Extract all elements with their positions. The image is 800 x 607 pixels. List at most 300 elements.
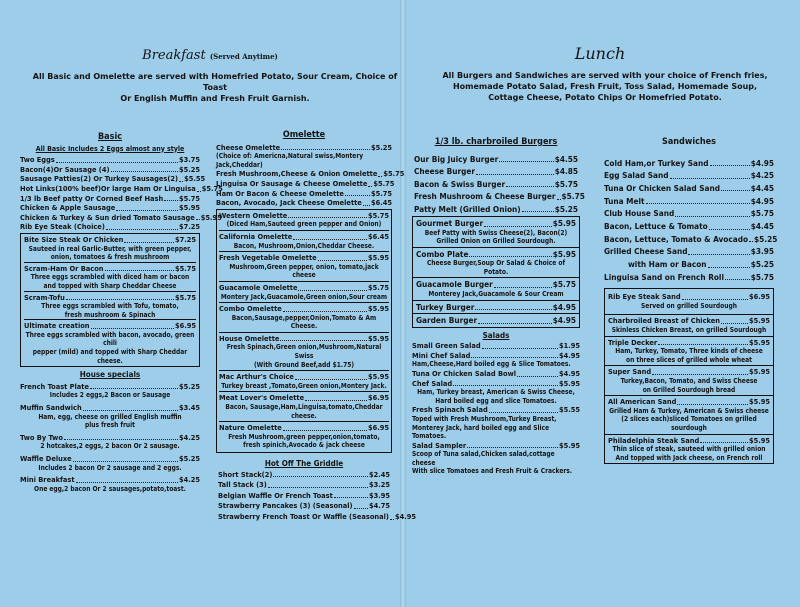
menu-item-name: Linguisa Or Sausage & Cheese Omelette	[216, 178, 368, 188]
menu-item-name: Mini Chef Salad	[412, 350, 471, 360]
dot-leader	[688, 254, 749, 255]
dot-leader	[708, 267, 750, 268]
sandwich-boxed-item	[604, 396, 774, 434]
menu-item-name: Tuna Melt	[604, 195, 645, 206]
menu-item-price: $5.95	[200, 212, 222, 222]
dot-leader	[91, 328, 174, 329]
dot-leader	[196, 219, 200, 220]
menu-item-price: $3.25	[368, 480, 390, 490]
dot-leader	[363, 205, 370, 206]
menu-item-description: plus fresh fruit	[84, 421, 136, 430]
menu-item-name: Rib Eye Steak (Choice)	[20, 222, 105, 232]
basic-item	[20, 194, 200, 204]
menu-item-name: Charbroiled Breast of Chicken	[608, 316, 720, 326]
omelette-boxed-item	[219, 281, 389, 302]
sandwich-item-with-ham	[604, 259, 774, 270]
menu-item-name: California Omelette	[219, 231, 293, 241]
basic-item	[20, 203, 200, 213]
menu-item-price: $7.25	[178, 222, 200, 232]
menu-item-description: Fresh Mushroom,green pepper,onion,tomato,	[228, 432, 380, 441]
dot-leader	[106, 229, 178, 230]
house-item-row	[20, 403, 200, 413]
menu-item-price: $1.95	[558, 341, 580, 351]
menu-item-name: Mac Arthur's Choice	[219, 372, 294, 382]
menu-item-description: (2 slices each)sliced Tomatoes on grilled sourdough	[621, 415, 757, 432]
menu-item-description: Monterey Jack,Guacamole & Sour Cream	[428, 289, 564, 298]
house-item-row	[20, 433, 200, 443]
menu-item-price: $5.25	[750, 259, 774, 270]
sandwich-boxed-row	[608, 397, 770, 407]
basic-item	[20, 183, 223, 194]
menu-item-name: Cold Ham,or Turkey Sand	[604, 157, 709, 168]
menu-item-price: $5.95	[178, 203, 200, 213]
house-item	[20, 454, 200, 472]
lunch-intro-line: Cottage Cheese, Potato Chips Or Homefried Potato.	[488, 93, 722, 102]
menu-item-name: Turkey Burger	[416, 301, 475, 312]
menu-item-price: $5.75	[370, 188, 392, 198]
menu-item-name: Egg Salad Sand	[604, 170, 669, 181]
griddle-item	[218, 470, 390, 480]
house-items	[20, 382, 200, 494]
menu-item-price: $4.95	[394, 511, 416, 521]
menu-item-price: $5.75	[561, 191, 585, 202]
sandwich-item-linguisa	[604, 272, 774, 283]
basic-boxed-row	[24, 264, 196, 274]
omelette-heading: Omelette	[282, 130, 326, 140]
menu-item-name: Waffle Deluxe	[20, 454, 72, 463]
menu-item-price: $5.55	[184, 174, 206, 184]
omelette-boxed-row	[219, 423, 389, 433]
menu-item-price: $3.75	[178, 155, 200, 165]
dot-leader	[658, 344, 748, 345]
menu-item-description: (With Ground Beef,add $1.75)	[253, 360, 355, 369]
breakfast-intro-line: All Basic and Omelette are served with Homefried Potato, Sour Cream, Choice of Toast	[32, 72, 398, 92]
dot-leader	[709, 229, 750, 230]
menu-item-price: $5.75	[174, 292, 196, 302]
dot-leader	[116, 210, 178, 211]
omelette-boxed-item	[219, 332, 389, 370]
dot-leader	[334, 497, 368, 498]
burger-item	[414, 191, 585, 202]
dot-leader	[283, 311, 367, 312]
basic-boxed-row	[24, 293, 196, 303]
menu-item-name: Garden Burger	[416, 315, 478, 326]
menu-item-description: Scoop of Tuna salad,Chicken salad,cottage cheese	[412, 450, 555, 467]
omelette-boxed-row	[219, 283, 389, 293]
menu-item-name: Scram-Ham Or Bacon	[24, 263, 104, 273]
menu-item-price: $4.55	[554, 153, 578, 164]
menu-item-name: Combo Omelette	[219, 304, 282, 314]
omelette-boxed-item	[219, 251, 389, 281]
menu-item-name: Nature Omelette	[219, 423, 282, 433]
omelette-boxed-row	[219, 253, 389, 263]
menu-item-name: Our Big Juicy Burger	[414, 153, 499, 164]
sandwich-item	[604, 158, 774, 169]
menu-item-name: Two By Two	[20, 432, 63, 442]
house-item-row	[20, 454, 200, 464]
lunch-intro	[440, 70, 770, 103]
omelette-boxed-row	[219, 232, 389, 242]
burger-boxed-item	[412, 278, 580, 300]
burger-boxed-row	[416, 279, 576, 290]
griddle-item	[218, 501, 390, 511]
menu-item-price: $4.25	[178, 475, 200, 485]
menu-item-description: Includes 2 eggs,2 Bacon or Sausage	[49, 391, 171, 400]
menu-item-name: Two Eggs	[20, 155, 55, 165]
sandwich-boxed-row	[608, 436, 770, 446]
sandwich-item	[604, 233, 778, 245]
dot-leader	[298, 290, 367, 291]
breakfast-title	[140, 48, 280, 63]
menu-item-description: Three eggs scrambled with diced ham or bacon	[30, 273, 190, 282]
menu-item-name: Scram-Tofu	[24, 292, 65, 302]
menu-item-price: $6.95	[748, 292, 770, 302]
menu-item-name: All American Sand	[608, 397, 677, 407]
menu-item-price: $5.75	[373, 178, 395, 188]
dot-leader	[345, 195, 370, 196]
menu-item-price: $4.95	[750, 157, 774, 168]
lunch-title-text: Lunch	[574, 44, 626, 63]
menu-item-description: Served on grilled Sourdough	[641, 301, 737, 310]
dot-leader	[677, 404, 748, 405]
sandwich-boxed-row	[608, 316, 770, 326]
dot-leader	[522, 211, 554, 212]
dot-leader	[105, 270, 174, 271]
omelette-item	[216, 178, 395, 189]
burger-boxed-item	[412, 314, 580, 328]
menu-item-price: $5.75	[201, 183, 223, 193]
menu-item-price: $5.95	[748, 316, 770, 326]
menu-item-price: $4.75	[368, 501, 390, 511]
sandwich-boxed-row	[608, 338, 770, 348]
menu-item-name: Chicken & Apple Sausage	[20, 203, 116, 213]
dot-leader	[90, 388, 178, 389]
dot-leader	[499, 161, 553, 162]
menu-item-description: Grilled Onion on Grilled Sourdough.	[436, 237, 556, 246]
dot-leader	[66, 299, 174, 300]
omelette-item	[216, 143, 392, 153]
menu-item-description: Hard boiled egg and slice Tomatoes.	[435, 396, 557, 405]
menu-item-name: Muffin Sandwich	[20, 403, 82, 413]
menu-item-price: $4.95	[558, 368, 580, 378]
menu-item-name: Fresh Mushroom & Cheese Burger	[414, 191, 556, 202]
menu-item-price: $4.95	[558, 350, 580, 360]
dot-leader	[471, 357, 558, 358]
dot-leader	[710, 165, 750, 166]
menu-item-name: Strawberry French Toast Or Waffle (Seasonal)	[218, 511, 389, 521]
basic-boxed-item	[24, 235, 196, 262]
omelette-item	[216, 198, 392, 208]
griddle-item	[218, 491, 390, 501]
burger-item	[414, 204, 578, 215]
burger-boxed-row	[416, 249, 576, 260]
salad-item-spinach	[412, 405, 580, 415]
menu-item-price: $5.95	[367, 253, 389, 263]
sandwich-item	[604, 208, 774, 219]
menu-item-name: Patty Melt (Grilled Onion)	[414, 203, 521, 214]
omelette-boxed-item	[219, 211, 389, 230]
basic-boxed-item	[24, 291, 196, 320]
menu-item-price: $5.75	[750, 271, 774, 282]
basic-item	[20, 212, 222, 223]
menu-item-description: onion, tomatoes & fresh mushroom	[50, 253, 170, 262]
menu-item-price: $5.95	[748, 397, 770, 407]
salad-item	[412, 341, 580, 351]
menu-item-price: $4.45	[750, 221, 774, 232]
menu-item-name: Philadelphia Steak Sand	[608, 435, 700, 445]
menu-item-name: Meat Lover's Omelette	[219, 393, 305, 403]
menu-item-price: $5.95	[558, 378, 580, 388]
dot-leader	[721, 323, 748, 324]
sandwich-item	[604, 183, 774, 194]
burger-boxed-item	[412, 216, 580, 248]
menu-item-price: $5.95	[367, 304, 389, 314]
house-item-row	[20, 382, 200, 392]
dot-leader	[295, 379, 367, 380]
lunch-title	[540, 44, 660, 63]
basic-item	[20, 165, 200, 175]
burger-items	[412, 153, 585, 215]
menu-item-name: Bacon(4)Or Sausage (4)	[20, 164, 110, 174]
basic-boxed-item	[24, 319, 196, 365]
menu-item-description: Fresh Spinach,Green onion,Mushroom,Natural Swiss	[226, 343, 382, 361]
dot-leader	[124, 242, 174, 243]
menu-item-name: Short Stack(2)	[218, 469, 273, 479]
menu-item-name: Ham Or Bacon & Cheese Omelette	[216, 188, 344, 198]
dot-leader	[354, 508, 368, 509]
dot-leader	[489, 412, 558, 413]
dot-leader	[273, 476, 368, 477]
menu-item-name: French Toast Plate	[20, 381, 89, 391]
menu-item-price: $7.25	[174, 234, 196, 244]
burger-boxed-item	[412, 248, 580, 279]
dot-leader	[197, 191, 201, 192]
menu-item-price: $5.25	[178, 381, 200, 391]
dot-leader	[700, 442, 748, 443]
dot-leader	[280, 340, 367, 341]
omelette-boxed-row	[219, 334, 389, 344]
burger-boxed	[412, 216, 580, 327]
dot-leader	[281, 149, 370, 150]
omelette-boxed-row	[219, 304, 389, 314]
menu-item-price: $5.95	[367, 333, 389, 343]
menu-item-name: Grilled Cheese Sand	[604, 246, 688, 257]
dot-leader	[318, 260, 367, 261]
house-item	[20, 475, 200, 493]
menu-item-price: $6.45	[370, 198, 392, 208]
lunch-intro-line: Homemade Potato Salad, Fresh Fruit, Toss Salad, Homemade Soup,	[452, 82, 758, 91]
griddle-item	[218, 511, 416, 522]
menu-item-description: Skinless Chicken Breast, on grilled Sourdough	[611, 326, 767, 335]
menu-item-price: $3.45	[178, 403, 200, 413]
menu-item-name: Belgian Waffle Or French Toast	[218, 490, 333, 500]
house-specials-heading: House specials	[79, 370, 141, 380]
menu-item-description: Ham, egg, cheese on grilled English muffin	[38, 412, 182, 421]
lunch-intro-line: All Burgers and Sandwiches are served with your choice of French fries,	[442, 71, 768, 80]
omelette-item	[216, 189, 392, 199]
dot-leader	[283, 430, 367, 431]
burgers-column	[412, 137, 585, 476]
dot-leader	[390, 519, 394, 520]
salad-item	[412, 351, 580, 361]
menu-item-name: Hot Links(100% beef)Or large Ham Or Linguisa	[20, 183, 196, 193]
menu-item-price: $4.25	[750, 170, 774, 181]
sandwich-item	[604, 221, 774, 232]
omelette-boxed	[216, 209, 392, 453]
menu-item-description: Includes 2 bacon Or 2 sausage and 2 eggs.	[38, 463, 182, 472]
menu-item-name: Fresh Spinach Salad	[412, 405, 488, 415]
menu-item-name: Bacon, Lettuce, Tomato & Avocado	[604, 233, 749, 244]
sandwich-boxed-item	[604, 288, 774, 315]
basic-boxed-row	[24, 321, 196, 331]
menu-item-name: Mini Breakfast	[20, 475, 75, 485]
sandwich-item	[604, 170, 774, 181]
omelette-boxed-row	[219, 211, 389, 221]
sandwich-boxed-item	[604, 337, 774, 367]
menu-item-description: And topped with Jack cheese, on French roll	[615, 453, 763, 462]
menu-item-price: $6.95	[367, 423, 389, 433]
dot-leader	[517, 376, 558, 377]
basic-boxed-row	[24, 235, 196, 245]
menu-item-name: Ultimate creation	[24, 321, 90, 331]
menu-item-price: $5.55	[558, 405, 580, 415]
burger-item	[414, 154, 578, 165]
menu-item-price: $2.45	[368, 469, 390, 479]
menu-item-description: on Grilled Sourdough bread	[642, 385, 736, 394]
menu-item-price: $5.95	[558, 440, 580, 450]
menu-item-name: Chicken & Turkey & Sun dried Tomato Sausage	[20, 212, 195, 222]
dot-leader	[646, 203, 750, 204]
menu-item-name: Fresh Mushroom,Cheese & Onion Omelette	[216, 169, 378, 179]
menu-item-name: Tall Stack (3)	[218, 480, 267, 490]
menu-item-name: Salad Sampler	[412, 440, 467, 450]
dot-leader	[76, 482, 178, 483]
burger-boxed-item	[412, 301, 580, 315]
burger-item	[414, 166, 578, 177]
menu-item-description: Bacon,Sausage,pepper,Onion,Tomato & Am Cheese.	[231, 313, 377, 331]
menu-item-price: $4.25	[178, 432, 200, 442]
salad-item-sampler	[412, 441, 580, 451]
breakfast-subtitle: (Served Anytime)	[209, 52, 278, 61]
omelette-boxed-item	[219, 370, 389, 391]
menu-item-name: Fresh Vegetable Omelette	[219, 253, 317, 263]
salad-item	[412, 369, 580, 379]
menu-item-description: Cheese Burger,Soup Or Salad & Choice of Potato.	[426, 259, 566, 276]
menu-item-price: $5.95	[748, 337, 770, 347]
house-item	[20, 382, 200, 400]
dot-leader	[305, 400, 367, 401]
menu-item-name: Club House Sand	[604, 208, 675, 219]
dot-leader	[475, 309, 551, 310]
menu-item-description: Ham, Turkey breast, American & Swiss Cheese,	[417, 388, 575, 397]
menu-item-price: $5.75	[174, 263, 196, 273]
omelette-boxed-row	[219, 372, 389, 382]
menu-item-name: Guacamole Omelette	[219, 282, 298, 292]
menu-item-price: $5.25	[178, 454, 200, 463]
menu-item-price: $5.95	[552, 248, 576, 259]
menu-item-price: $4.45	[750, 182, 774, 193]
breakfast-intro	[30, 71, 400, 104]
sandwich-boxed-item	[604, 435, 774, 465]
menu-item-description: Ham, Turkey, Tomato, Three kinds of cheese	[615, 347, 763, 356]
menu-item-name: Guacamole Burger	[416, 279, 493, 290]
menu-item-price: $6.95	[174, 321, 196, 331]
dot-leader	[453, 385, 558, 386]
burger-boxed-row	[416, 302, 576, 313]
griddle-heading: Hot Off The Griddle	[264, 459, 344, 468]
dot-leader	[164, 200, 178, 201]
menu-item-price: $5.75	[750, 208, 774, 219]
dot-leader	[721, 190, 750, 191]
omelette-note: (Choice of: Americna,Natural swiss,Montery Jack,Cheddar)	[216, 152, 364, 169]
menu-item-name: Small Green Salad	[412, 341, 481, 351]
menu-item-description: Turkey,Bacon, Tomato, and Swiss Cheese	[620, 377, 758, 386]
menu-item-price: $5.95	[552, 218, 576, 229]
menu-item-description: (Diced Ham,Sauteed green pepper and Onion)	[226, 220, 382, 229]
menu-item-name: Bacon, Lettuce & Tomato	[604, 221, 708, 232]
sandwich-boxed-row	[608, 292, 770, 302]
basic-item	[20, 155, 200, 165]
menu-item-name: Cheese Burger	[414, 166, 475, 177]
breakfast-intro-line: Or English Muffin and Fresh Fruit Garnish.	[120, 94, 310, 103]
menu-item-name: Super Sand	[608, 367, 652, 377]
menu-item-description: on three slices of grilled whole wheat	[626, 355, 752, 364]
omelette-item	[216, 169, 405, 179]
menu-item-price: $5.25	[370, 142, 392, 152]
dot-leader	[494, 287, 552, 288]
dot-leader	[675, 216, 749, 217]
house-item-row	[20, 475, 200, 485]
dot-leader	[506, 186, 554, 187]
menu-item-price: $3.95	[368, 490, 390, 500]
menu-item-name: Bacon & Swiss Burger	[414, 178, 506, 189]
menu-item-description: Three eggs scrambled with Tofu, tomato,	[41, 302, 179, 311]
menu-item-name: Tuna Or Chicken Salad Bowl	[412, 368, 517, 378]
sandwich-item	[604, 196, 774, 207]
menu-item-price: $6.45	[367, 231, 389, 241]
menu-item-name: House Omelette	[219, 333, 280, 343]
salad-item-description: Ham,Cheese,Hard boiled egg & Slice Tomatoes.	[412, 360, 571, 369]
dot-leader	[56, 162, 178, 163]
menu-item-description: One egg,2 bacon Or 2 sausages,potato,toast.	[34, 484, 186, 493]
dot-leader	[469, 256, 551, 257]
dot-leader	[378, 176, 382, 177]
dot-leader	[652, 374, 748, 375]
dot-leader	[557, 199, 561, 200]
menu-item-name: Western Omelette	[219, 210, 288, 220]
menu-item-description: Beef Patty with Swiss Cheese(2), Bacon(2)	[424, 228, 568, 237]
menu-item-description: With slice Tomatoes and Fresh Fruit & Crackers.	[412, 467, 573, 476]
sandwich-item	[604, 246, 774, 257]
menu-item-price: $4.95	[552, 301, 576, 312]
omelette-boxed-item	[219, 391, 389, 421]
menu-item-price: $5.75	[554, 178, 578, 189]
dot-leader	[288, 217, 367, 218]
burger-boxed-row	[416, 315, 576, 326]
dot-leader	[749, 241, 753, 242]
dot-leader	[268, 487, 368, 488]
basic-column	[20, 132, 223, 496]
menu-item-description: Toped with Fresh Mushroom,Turkey Breast,	[412, 414, 557, 423]
menu-item-price: $5.25	[754, 233, 778, 244]
menu-item-name: Chef Salad	[412, 378, 453, 388]
menu-item-name: Gourmet Burger	[416, 218, 484, 229]
dot-leader	[73, 461, 178, 462]
menu-item-price: $5.95	[367, 372, 389, 382]
omelette-boxed-item	[219, 421, 389, 451]
menu-item-price: $5.75	[367, 210, 389, 220]
menu-item-name: Strawberry Pancakes (3) (Seasonal)	[218, 501, 353, 511]
